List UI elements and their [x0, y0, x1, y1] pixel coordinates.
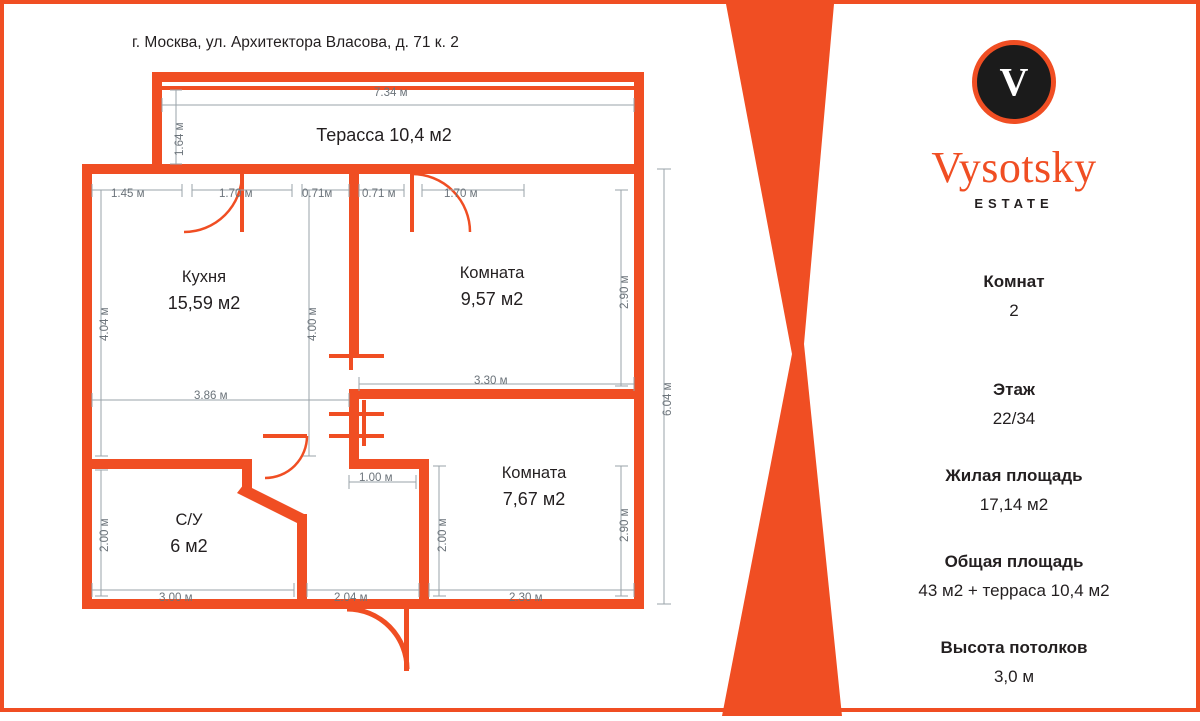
address-label: г. Москва, ул. Архитектора Власова, д. 71 к. 2 [132, 34, 459, 51]
room-area: 6 м2 [170, 535, 208, 556]
spec-rooms [844, 272, 1184, 321]
spec-value: 43 м2 + терраса 10,4 м2 [918, 581, 1110, 600]
room-name: Кухня [181, 268, 227, 286]
room-label-kitchen [114, 266, 294, 316]
room-label-room-2 [444, 462, 624, 512]
dim-right-lower-height: 2.90 м [619, 508, 631, 542]
dim-terrace-depth: 1.64 м [174, 122, 186, 156]
dim-top-3: 0.71м [302, 188, 333, 200]
dim-top-2: 1.70 м [219, 188, 253, 200]
spec-ceiling-height [844, 638, 1184, 687]
spec-value: 17,14 м2 [979, 495, 1049, 514]
room-name: С/У [175, 511, 203, 529]
room-name: Комната [459, 264, 525, 282]
room-area: 9,57 м2 [460, 288, 524, 309]
logo-monogram: V [999, 59, 1029, 105]
room-area: 15,59 м2 [167, 292, 241, 313]
dim-total-height: 6.04 м [662, 382, 674, 416]
walls [82, 72, 644, 671]
dim-right-room-height: 2.90 м [619, 275, 631, 309]
dim-inner-wall-height: 4.00 м [307, 307, 319, 341]
property-info-panel [844, 4, 1184, 716]
brand-subtitle: ESTATE [974, 196, 1054, 211]
room-label-bathroom [99, 509, 279, 559]
spec-label: Высота потолков [940, 638, 1088, 657]
spec-label: Общая площадь [944, 552, 1084, 571]
spec-label: Комнат [983, 272, 1045, 291]
dim-corridor-width: 1.00 м [359, 472, 393, 484]
dim-kitchen-height: 4.04 м [99, 307, 111, 341]
door-arcs [184, 174, 470, 478]
dim-bottom-2: 2.04 м [334, 592, 368, 604]
spec-label: Этаж [993, 380, 1035, 399]
room-label-room-1 [402, 262, 582, 312]
spec-living-area [844, 466, 1184, 515]
spec-value: 2 [1009, 301, 1019, 320]
room-label-terrace: Терасса 10,4 м2 [316, 125, 452, 145]
dim-kitchen-width: 3.86 м [194, 390, 228, 402]
dim-bottom-1: 3.00 м [159, 592, 193, 604]
spec-label: Жилая площадь [945, 466, 1083, 485]
room-area: 7,67 м2 [502, 488, 566, 509]
dim-corridor-height: 2.00 м [437, 518, 449, 552]
room-name: Комната [501, 464, 567, 482]
spec-floor [844, 380, 1184, 429]
dim-bottom-3: 2.30 м [509, 592, 543, 604]
dim-top-1: 1.45 м [111, 188, 145, 200]
spec-value: 22/34 [992, 409, 1036, 428]
dim-top-5: 1.70 м [444, 188, 478, 200]
spec-value: 3,0 м [993, 667, 1035, 686]
dim-bath-height: 2.00 м [99, 518, 111, 552]
logo-badge-icon [972, 40, 1056, 124]
dim-terrace-width: 7.34 м [374, 87, 408, 99]
floorplan-drawing [4, 4, 724, 716]
plan-svg [4, 4, 724, 716]
dim-room-width: 3.30 м [474, 375, 508, 387]
brand-name: Vysotsky [931, 143, 1097, 192]
dim-top-4: 0.71 м [362, 188, 396, 200]
spec-total-area [844, 552, 1184, 601]
